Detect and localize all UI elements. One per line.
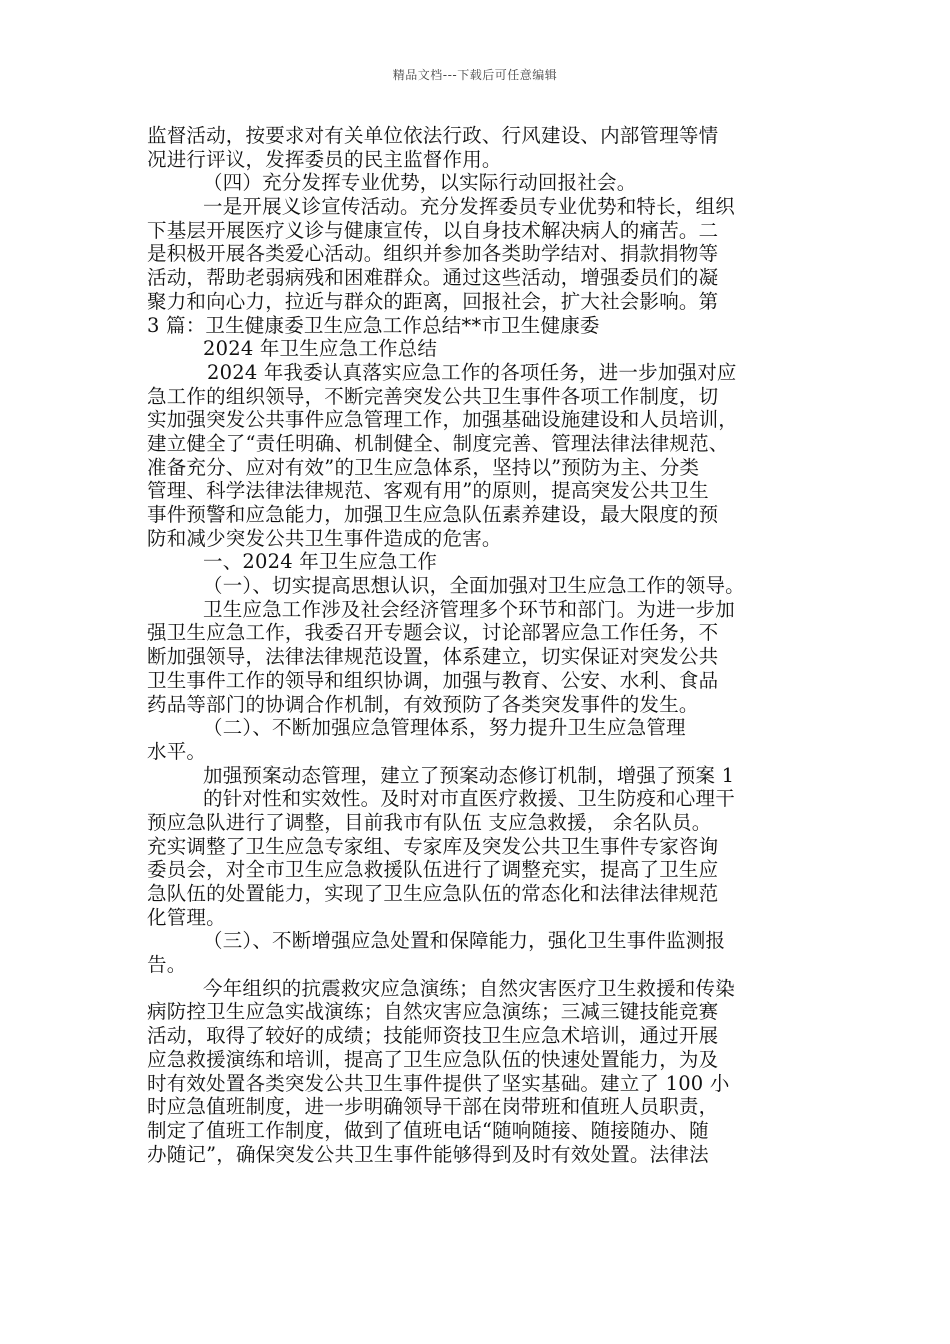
text-line: 药品等部门的协调合作机制，有效预防了各类突发事件的发生。 (147, 692, 699, 716)
text-line: 防和减少突发公共卫生事件造成的危害。 (147, 526, 502, 550)
text-line: 况进行评议，发挥委员的民主监督作用。 (147, 147, 502, 171)
text-line: 办随记”，确保突发公共卫生事件能够得到及时有效处置。法律法 (147, 1142, 709, 1166)
text-line: 卫生事件工作的领导和组织协调，加强与教育、公安、水利、食品 (147, 668, 719, 692)
text-line: 预应急队进行了调整，目前我市有队伍 支应急救援， 余名队员。 (147, 810, 712, 834)
text-line: 一是开展义诊宣传活动。充分发挥委员专业优势和特长，组织 (203, 195, 735, 219)
text-line: 建立健全了“责任明确、机制健全、制度完善、管理法律法律规范、 (147, 431, 729, 455)
text-line: 水平。 (147, 739, 207, 763)
text-line: 2024 年卫生应急工作总结 (203, 337, 438, 361)
text-line: 充实调整了卫生应急专家组、专家库及突发公共卫生事件专家咨询 (147, 834, 719, 858)
text-line: 急队伍的处置能力，实现了卫生应急队伍的常态化和法律法律规范 (147, 882, 719, 905)
text-line: 告。 (147, 953, 187, 977)
text-line: （四）充分发挥专业优势，以实际行动回报社会。 (203, 171, 637, 195)
text-line: 化管理。 (147, 905, 226, 929)
text-line: 准备充分、应对有效”的卫生应急体系，坚持以”预防为主、分类 (147, 455, 700, 479)
text-line: 是积极开展各类爱心活动。组织并参加各类助学结对、捐款捐物等 (147, 242, 719, 266)
text-line: 卫生应急工作涉及社会经济管理多个环节和部门。为进一步加 (203, 597, 735, 621)
text-line: （二）、不断加强应急管理体系，努力提升卫生应急管理 (203, 716, 686, 740)
text-line: 应急救援演练和培训，提高了卫生应急队伍的快速处置能力，为及 (147, 1047, 719, 1071)
text-line: 急工作的组织领导，不断完善突发公共卫生事件各项工作制度，切 (147, 384, 719, 408)
text-line: 病防控卫生应急实战演练；自然灾害应急演练；三减三键技能竞赛 (147, 1000, 719, 1024)
text-line: 下基层开展医疗义诊与健康宣传，以自身技术解决病人的痛苦。二 (147, 218, 719, 242)
text-line: 强卫生应急工作，我委召开专题会议，讨论部署应急工作任务，不 (147, 621, 719, 645)
text-line: 监督活动，按要求对有关单位依法行政、行风建设、内部管理等情 (147, 124, 719, 147)
text-line: （一）、切实提高思想认识，全面加强对卫生应急工作的领导。 (203, 574, 745, 598)
text-line: 加强预案动态管理，建立了预案动态修订机制，增强了预案 1 (203, 763, 735, 787)
text-line: 活动，帮助老弱病残和困难群众。通过这些活动，增强委员们的凝 (147, 266, 719, 290)
text-line: 时应急值班制度，进一步明确领导干部在岗带班和值班人员职责， (147, 1095, 719, 1119)
text-line: 的针对性和实效性。及时对市直医疗救援、卫生防疫和心理干 (203, 787, 735, 811)
text-line: 聚力和向心力，拉近与群众的距离，回报社会，扩大社会影响。第 (147, 289, 719, 313)
text-line: 委员会，对全市卫生应急救援队伍进行了调整充实，提高了卫生应 (147, 858, 719, 882)
text-line: 事件预警和应急能力，加强卫生应急队伍素养建设，最大限度的预 (147, 503, 719, 526)
text-line: 管理、科学法律法律规范、客观有用”的原则，提高突发公共卫生 (147, 479, 709, 503)
text-line: 2024 年我委认真落实应急工作的各项任务，进一步加强对应 (207, 360, 737, 384)
text-line: 断加强领导，法律法律规范设置，体系建立，切实保证对突发公共 (147, 645, 719, 669)
page-header: 精品文档---下载后可任意编辑 (392, 68, 558, 82)
text-line: 3 篇：卫生健康委卫生应急工作总结**市卫生健康委 (147, 313, 600, 337)
text-line: （三）、不断增强应急处置和保障能力，强化卫生事件监测报 (203, 929, 726, 953)
document-body (147, 124, 807, 1166)
text-line: 制定了值班工作制度，做到了值班电话“随响随接、随接随办、随 (147, 1118, 709, 1142)
text-line: 今年组织的抗震救灾应急演练；自然灾害医疗卫生救援和传染 (203, 976, 735, 1000)
text-line: 实加强突发公共事件应急管理工作，加强基础设施建设和人员培训， (147, 408, 739, 432)
text-line: 时有效处置各类突发公共卫生事件提供了坚实基础。建立了 100 小 (147, 1071, 730, 1095)
text-line: 活动，取得了较好的成绩；技能师资技卫生应急术培训，通过开展 (147, 1024, 719, 1048)
text-line: 一、2024 年卫生应急工作 (203, 550, 438, 574)
